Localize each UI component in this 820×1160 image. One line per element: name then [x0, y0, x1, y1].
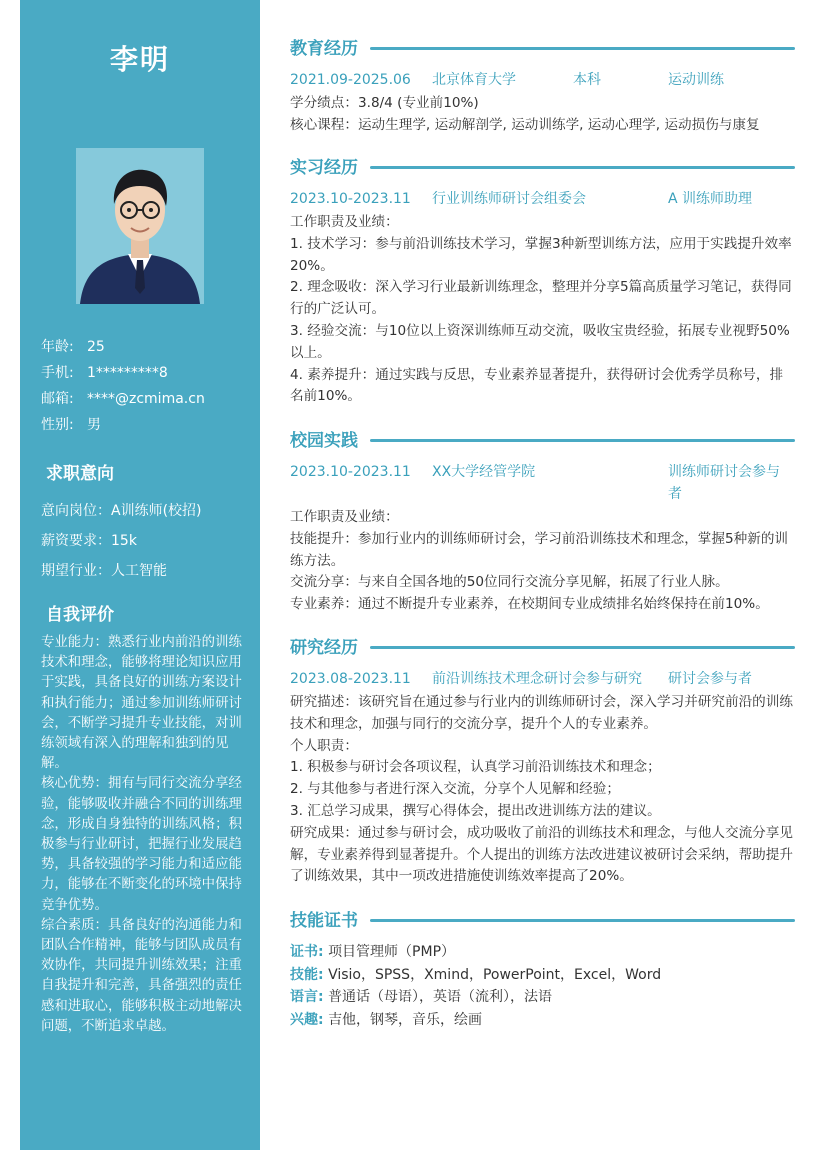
education-date: 2021.09-2025.06 — [290, 72, 411, 88]
education-details — [290, 93, 795, 137]
education-degree: 本科 — [573, 72, 601, 88]
list-item: 交流分享：与来自全国各地的50位同行交流分享见解，拓展了行业人脉。 — [290, 574, 729, 591]
section-divider — [370, 166, 795, 169]
research-details — [290, 692, 795, 888]
list-item: 研究成果：通过参与研讨会，成功吸收了前沿的训练技术和理念，与他人交流分享见解，专业素养得到显著提升。个人提出的训练方法改进建议被研讨会采纳，帮助提升了训练效果，其中一项改进措施使训练效率提高了20%。 — [290, 824, 793, 885]
skills-heading: 技能证书 — [290, 908, 795, 934]
research-heading: 研究经历 — [290, 635, 795, 661]
list-item: 个人职责： — [290, 737, 358, 754]
skill-software: 技能: Visio，SPSS，Xmind，PowerPoint，Excel，Word — [290, 966, 662, 983]
section-divider — [370, 47, 795, 50]
skill-language: 语言: 普通话（母语），英语（流利），法语 — [290, 989, 553, 1005]
sidebar — [20, 0, 260, 1150]
info-phone: 手机: 1*********8 — [41, 365, 168, 381]
list-item: 3. 汇总学习成果，撰写心得体会，提出改进训练方法的建议。 — [290, 802, 661, 819]
candidate-name: 李明 — [109, 43, 170, 76]
self-eval-heading: 自我评价 — [46, 605, 114, 625]
research-date: 2023.08-2023.11 — [290, 671, 411, 687]
list-item: 4. 素养提升：通过实践与反思，专业素养显著提升，获得研讨会优秀学员称号，排名前10%。 — [290, 366, 784, 405]
list-item: 3. 经验交流：与10位以上资深训练师互动交流，吸收宝贵经验，拓展专业视野50%以上。 — [290, 322, 790, 361]
list-item: 专业素养：通过不断提升专业素养，在校期间专业成绩排名始终保持在前10%。 — [290, 596, 769, 613]
campus-details — [290, 507, 795, 616]
info-email: 邮箱: ****@zcmima.cn — [41, 391, 205, 407]
list-item: 研究描述：该研究旨在通过参与行业内的训练师研讨会，深入学习并研究前沿的训练技术和理念，加强与同行的交流分享，提升个人的专业素养。 — [290, 694, 793, 732]
info-gender: 性别: 男 — [41, 417, 101, 433]
section-divider — [370, 919, 795, 922]
list-item: 工作职责及业绩： — [290, 214, 399, 230]
internship-org: 行业训练师研讨会组委会 — [432, 191, 586, 207]
research-project: 前沿训练技术理念研讨会参与研究 — [432, 671, 642, 687]
avatar-illustration — [76, 148, 204, 304]
internship-details — [290, 212, 795, 408]
campus-org: XX大学经管学院 — [432, 464, 536, 480]
list-item: 1. 积极参与研讨会各项议程，认真学习前沿训练技术和理念； — [290, 759, 661, 776]
campus-role: 训练师研讨会参与者 — [668, 464, 780, 502]
campus-date: 2023.10-2023.11 — [290, 464, 411, 480]
profile-photo — [76, 148, 204, 304]
list-item: 工作职责及业绩： — [290, 509, 399, 525]
list-item: 2. 与其他参与者进行深入交流，分享个人见解和经验； — [290, 781, 620, 798]
personal-info — [41, 334, 246, 438]
education-heading: 教育经历 — [290, 36, 795, 62]
internship-date: 2023.10-2023.11 — [290, 191, 411, 207]
education-major: 运动训练 — [668, 72, 724, 88]
intent-industry: 期望行业：人工智能 — [41, 563, 167, 579]
list-item: 2. 理念吸收：深入学习行业最新训练理念，整理并分享5篇高质量学习笔记，获得同行的广泛认可。 — [290, 279, 792, 318]
skill-interests: 兴趣: 吉他，钢琴，音乐，绘画 — [290, 1011, 483, 1028]
internship-heading: 实习经历 — [290, 155, 795, 181]
internship-role: A 训练师助理 — [668, 191, 753, 207]
self-evaluation — [41, 633, 243, 1037]
education-school: 北京体育大学 — [432, 72, 516, 88]
self-eval-professional: 专业能力：熟悉行业内前沿的训练技术和理念，能够将理论知识应用于实践，具备良好的训练方案设计和执行能力；通过参加训练师研讨会，不断学习提升专业技能，对训练领域有深入的理解和独到的见解。 — [41, 635, 242, 772]
self-eval-qualities: 综合素质：具备良好的沟通能力和团队合作精神，能够与团队成员有效协作，共同提升训练效果；注重自我提升和完善，具备强烈的责任感和进取心，能够积极主动地解决问题，不断追求卓越。 — [41, 917, 242, 1034]
education-gpa: 学分绩点：3.8/4 (专业前10%) — [290, 95, 479, 111]
education-courses: 核心课程：运动生理学, 运动解剖学, 运动训练学, 运动心理学, 运动损伤与康复 — [290, 116, 760, 133]
intent-salary: 薪资要求：15k — [41, 533, 137, 549]
job-intent — [41, 496, 256, 586]
section-divider — [370, 439, 795, 442]
research-role: 研讨会参与者 — [668, 671, 752, 687]
section-divider — [370, 646, 795, 649]
intent-heading: 求职意向 — [46, 464, 114, 484]
campus-heading: 校园实践 — [290, 428, 795, 454]
list-item: 技能提升：参加行业内的训练师研讨会，学习前沿训练技术和理念，掌握5种新的训练方法。 — [290, 530, 789, 569]
intent-position: 意向岗位：A训练师(校招) — [41, 503, 202, 519]
list-item: 1. 技术学习：参与前沿训练技术学习，掌握3种新型训练方法，应用于实践提升效率20%。 — [290, 235, 792, 274]
skills-list — [290, 941, 795, 1031]
self-eval-strengths: 核心优势：拥有与同行交流分享经验，能够吸收并融合不同的训练理念，形成自身独特的训练风格；积极参与行业研讨，把握行业发展趋势，具备较强的学习能力和适应能力，能够在不断变化的环境中保持竞争优势。 — [41, 776, 242, 913]
info-age: 年龄: 25 — [41, 339, 105, 355]
skill-certificate: 证书: 项目管理师（PMP） — [290, 944, 456, 960]
